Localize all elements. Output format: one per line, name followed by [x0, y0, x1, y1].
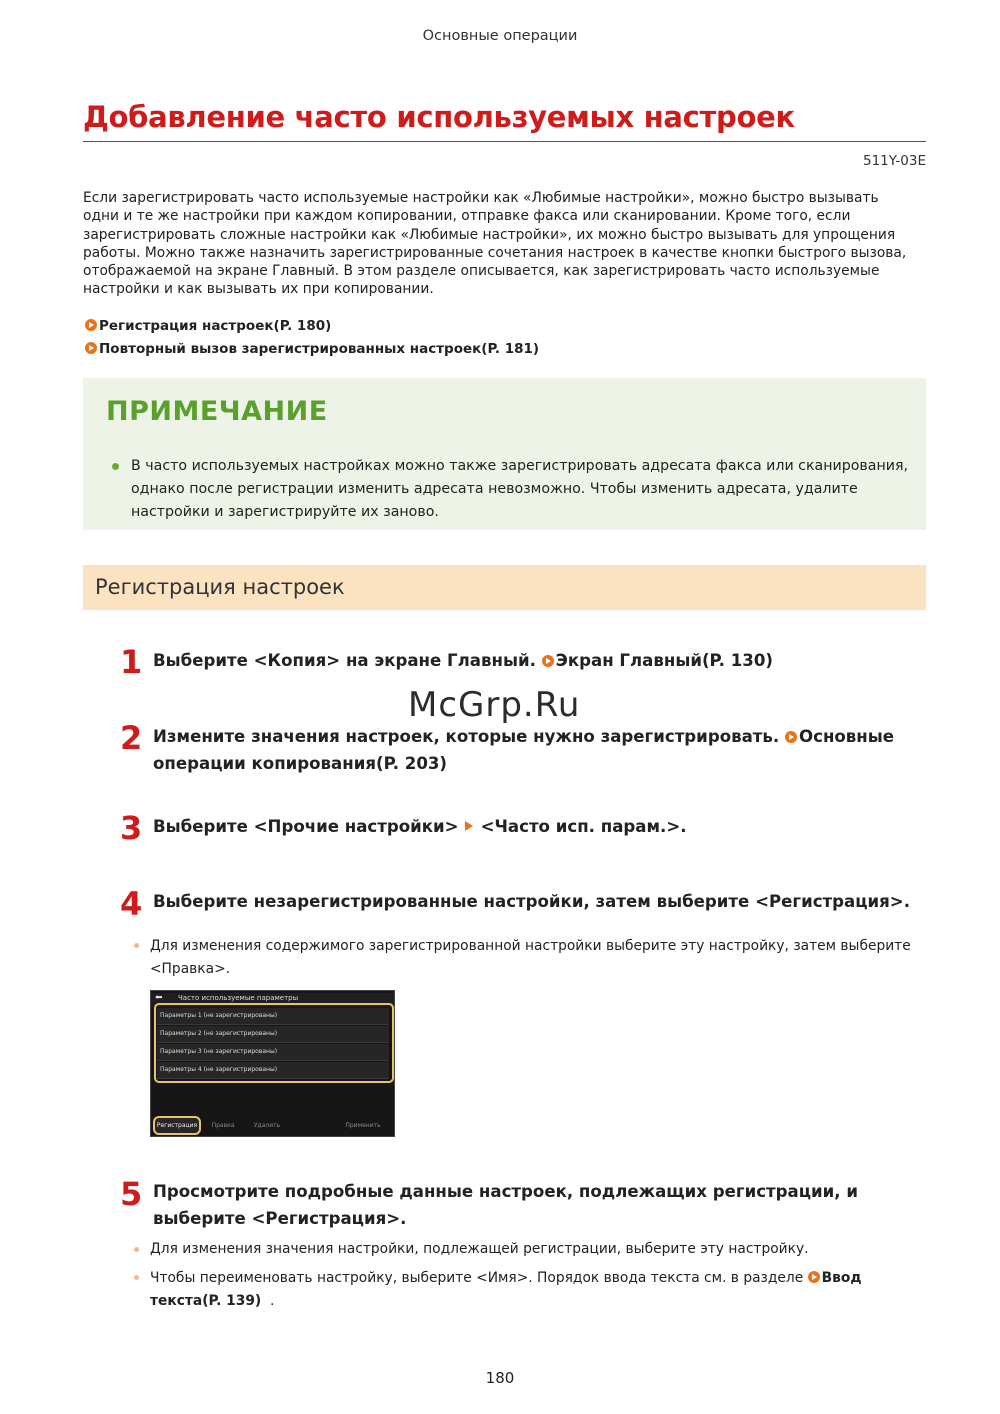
link-arrow-icon: [85, 342, 97, 354]
step-number: 3: [120, 809, 143, 847]
step-instruction: Измените значения настроек, которые нужно зарегистрировать.: [153, 727, 780, 746]
step-text: [153, 647, 773, 674]
note-text: [131, 455, 911, 524]
watermark: McGrp.Ru: [408, 685, 581, 725]
screen-list-item-label: Параметры 3 (не зарегистрированы): [160, 1048, 278, 1055]
step-number: 5: [120, 1175, 143, 1213]
page-title: Добавление часто используемых настроек: [83, 100, 795, 134]
note-line: В часто используемых настройках можно также зарегистрировать адресата факса или сканирования,: [131, 458, 909, 474]
link-label: Повторный вызов зарегистрированных настроек(P. 181): [99, 341, 540, 357]
screen-list-item: [157, 1008, 389, 1025]
link-arrow-icon: [808, 1271, 820, 1283]
link-arrow-icon: [85, 319, 97, 331]
page-header-title: Основные операции: [422, 28, 578, 44]
step-number: 1: [120, 643, 143, 681]
step-note: [150, 935, 911, 981]
link-recall-settings[interactable]: [85, 341, 539, 357]
step-text: [153, 1178, 858, 1232]
step-note: [150, 1267, 861, 1313]
text-input-link-continued[interactable]: текста(P. 139): [150, 1293, 262, 1309]
note-title: ПРИМЕЧАНИЕ: [106, 396, 328, 427]
screen-apply-button: Применить: [345, 1122, 381, 1129]
document-code: 511Y-03E: [863, 153, 926, 169]
back-arrow-icon: ⬅: [155, 993, 163, 1003]
link-label: Ввод: [821, 1270, 862, 1286]
menu-path-arrow-icon: [465, 821, 473, 831]
step-note-line: <Правка>.: [150, 961, 231, 977]
step-text: Выберите незарегистрированные настройки, затем выберите <Регистрация>.: [153, 892, 911, 911]
step-number: 4: [120, 885, 143, 923]
step-link-continued[interactable]: операции копирования(P. 203): [153, 754, 448, 773]
screen-edit-button: Правка: [211, 1122, 235, 1129]
device-screen-screenshot: [150, 990, 395, 1137]
step-note: Для изменения значения настройки, подлежащей регистрации, выберите эту настройку.: [150, 1241, 809, 1257]
step-instruction: <Часто исп. парам.>.: [480, 817, 687, 836]
bullet-icon: [134, 1247, 139, 1252]
link-arrow-icon: [785, 731, 797, 743]
intro-line: отображаемой на экране Главный. В этом разделе описывается, как зарегистрировать часто используемые: [83, 263, 880, 280]
sentence-end: .: [270, 1293, 275, 1309]
link-register-settings[interactable]: [85, 318, 331, 334]
screen-list-item-label: Параметры 1 (не зарегистрированы): [160, 1012, 278, 1019]
step-instruction: Просмотрите подробные данные настроек, подлежащих регистрации, и: [153, 1182, 858, 1201]
step-link-label: Экран Главный(P. 130): [555, 651, 773, 670]
step-instruction: Выберите <Прочие настройки>: [153, 817, 459, 836]
screen-title: Часто используемые параметры: [178, 994, 299, 1002]
screen-delete-button: Удалить: [253, 1122, 281, 1129]
intro-line: одни и те же настройки при каждом копировании, отправке факса или сканировании. Кроме того, если: [83, 208, 851, 225]
bullet-icon: [112, 463, 119, 470]
link-arrow-icon: [542, 655, 554, 667]
title-underline: [83, 141, 926, 142]
step-link[interactable]: [785, 727, 894, 746]
screen-list-item: [157, 1026, 389, 1043]
link-label: Регистрация настроек(P. 180): [99, 318, 332, 334]
step-number: 2: [120, 719, 143, 757]
intro-paragraph: [83, 189, 926, 299]
step-note-line: Чтобы переименовать настройку, выберите <Имя>. Порядок ввода текста см. в разделе: [150, 1270, 804, 1286]
step-note-line: Для изменения содержимого зарегистрированной настройки выберите эту настройку, затем выберите: [150, 938, 911, 954]
step-instruction: Выберите <Копия> на экране Главный.: [153, 651, 536, 670]
bullet-icon: [134, 943, 139, 948]
note-line: однако после регистрации изменить адресата невозможно. Чтобы изменить адресата, удалите: [131, 481, 858, 497]
step-instruction: выберите <Регистрация>.: [153, 1209, 407, 1228]
page-number: 180: [485, 1369, 515, 1387]
intro-line: настройки и как вызывать их при копировании.: [83, 281, 434, 298]
intro-line: зарегистрировать сложные настройки как «Любимые настройки», их можно быстро вызывать для упрощения: [83, 226, 896, 243]
screen-list-item-label: Параметры 4 (не зарегистрированы): [160, 1066, 278, 1073]
bullet-icon: [134, 1275, 139, 1280]
step-link-label: Основные: [799, 727, 895, 746]
intro-line: работы. Можно также назначить зарегистрированные сочетания настроек в качестве кнопки быстрого вызова,: [83, 244, 907, 261]
screen-register-button: Регистрация: [153, 1116, 201, 1135]
step-text: [153, 723, 894, 777]
step-link[interactable]: [542, 651, 773, 670]
screen-list-item: [157, 1062, 389, 1079]
screen-list-item-label: Параметры 2 (не зарегистрированы): [160, 1030, 278, 1037]
step-text: [153, 813, 687, 840]
intro-line: Если зарегистрировать часто используемые настройки как «Любимые настройки», можно быстро вызывать: [83, 190, 879, 206]
section-title: Регистрация настроек: [95, 575, 345, 599]
screen-list-item: [157, 1044, 389, 1061]
note-line: настройки и зарегистрируйте их заново.: [131, 504, 439, 520]
text-input-link[interactable]: [808, 1270, 862, 1286]
